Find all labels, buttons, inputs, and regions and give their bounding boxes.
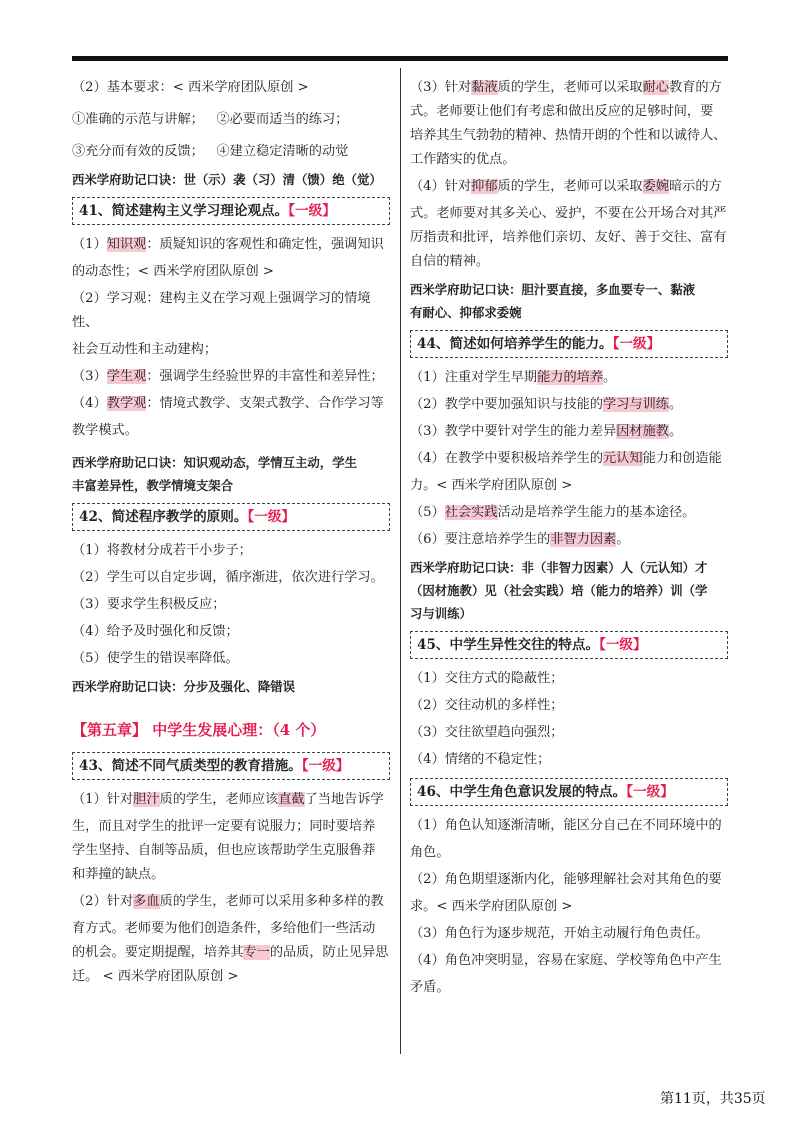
list-item-cont: 培养其生气勃勃的精神、热情开朗的个性和以诚待人、 [410, 128, 727, 143]
highlight: 学习与训练 [603, 397, 669, 412]
highlight: 知识观 [106, 237, 147, 252]
right-column [410, 72, 728, 1000]
list-item-cont: 力。< 西米学府团队原创 > [410, 478, 573, 493]
list-item-cont: 学生坚持、自制等品质，但也应该帮助学生克服鲁莽 [72, 843, 376, 858]
level-tag: 【一级】 [612, 336, 661, 352]
list-item-cont: 矛盾。 [410, 980, 450, 995]
intro-line: ①准确的示范与讲解； ②必要而适当的练习； [72, 112, 349, 127]
list-item-cont: 角色。 [410, 845, 450, 860]
level-tag: 【一级】 [301, 758, 350, 774]
mnemonic: 西米学府助记口诀：非（非智力因素）人（元认知）才 （因材施教）见（社会实践）培（能力的培养）训（学 习与训练） [410, 560, 708, 621]
highlight: 社会实践 [444, 505, 498, 520]
list-item: （1）针对胆汁质的学生，老师应该直截了当地告诉学 [72, 792, 384, 807]
highlight: 多血 [133, 894, 160, 909]
list-item: （2）交往动机的多样性； [410, 698, 564, 713]
list-item: （2）学生可以自定步调，循序渐进，依次进行学习。 [72, 570, 384, 585]
list-item: （4）情绪的不稳定性； [410, 752, 551, 767]
level-tag: 【一级】 [599, 637, 647, 653]
highlight: 黏液 [471, 80, 498, 95]
highlight: 胆汁 [133, 792, 160, 807]
highlight: 能力的培养 [537, 370, 604, 385]
list-item-cont: 求。< 西米学府团队原创 > [410, 899, 573, 914]
list-item: （6）要注意培养学生的非智力因素。 [410, 532, 630, 547]
list-item: （4）教学观：情境式教学、支架式教学、合作学习等 [72, 396, 384, 411]
page-number: 第11页，共35页 [660, 1091, 766, 1107]
question-44-title: 44、简述如何培养学生的能力。【一级】 [410, 330, 728, 358]
list-item: （2）教学中要加强知识与技能的学习与训练。 [410, 397, 683, 412]
highlight: 委婉 [642, 179, 669, 194]
mnemonic: 西米学府助记口诀：分步及强化、降错误 [72, 679, 296, 694]
left-column [72, 72, 390, 989]
question-45-title: 45、中学生异性交往的特点。【一级】 [410, 631, 728, 659]
level-tag: 【一级】 [288, 203, 336, 219]
list-item-cont: 厉指责和批评，培养他们亲切、友好、善于交往、富有 [410, 230, 727, 245]
list-item: （3）角色行为逐步规范，开始主动履行角色责任。 [410, 926, 709, 941]
question-46-title: 46、中学生角色意识发展的特点。【一级】 [410, 778, 728, 806]
list-item-cont: 式。老师要对其多关心、爱护，不要在公开场合对其严 [410, 206, 727, 221]
list-item: （4）给予及时强化和反馈； [72, 624, 239, 639]
intro-line: ③充分而有效的反馈； ④建立稳定清晰的动觉 [72, 144, 349, 159]
mnemonic: 西米学府助记口诀：知识观动态，学情互主动，学生 丰富差异性，教学情境支架合 [72, 455, 357, 493]
list-item: （3）学生观：强调学生经验世界的丰富性和差异性； [72, 369, 384, 384]
highlight: 学生观 [106, 369, 147, 384]
highlight: 专一 [243, 945, 270, 960]
list-item: （1）知识观：质疑知识的客观性和确定性，强调知识 [72, 237, 384, 252]
list-item: （1）将教材分成若干小步子； [72, 543, 252, 558]
list-item: （1）注重对学生早期能力的培养。 [410, 370, 617, 385]
highlight: 耐心 [642, 80, 669, 95]
question-41-title: 41、简述建构主义学习理论观点。【一级】 [72, 197, 390, 225]
question-42-title: 42、简述程序教学的原则。【一级】 [72, 503, 390, 531]
list-item-cont: 教学模式。 [72, 423, 138, 438]
list-item: （1）交往方式的隐蔽性； [410, 671, 564, 686]
list-item-cont: 式。老师要让他们有考虑和做出反应的足够时间，要 [410, 104, 714, 119]
list-item: （2）学习观：建构主义在学习观上强调学习的情境性、 [72, 291, 371, 330]
list-item: （3）交往欲望趋向强烈； [410, 725, 564, 740]
level-tag: 【一级】 [626, 784, 674, 800]
list-item: （3）要求学生积极反应； [72, 597, 226, 612]
mnemonic: 西米学府助记口诀：胆汁要直接，多血要专一、黏液 有耐心、抑郁求委婉 [410, 282, 695, 320]
list-item-cont: 和莽撞的缺点。 [72, 867, 165, 882]
list-item: （4）在教学中要积极培养学生的元认知能力和创造能 [410, 451, 722, 466]
highlight: 因材施教 [616, 424, 669, 439]
list-item-cont: 的动态性；< 西米学府团队原创 > [72, 264, 274, 279]
list-item-cont: 的机会。要定期提醒，培养其专一的品质，防止见异思 [72, 945, 389, 960]
list-item: （2）角色期望逐渐内化，能够理解社会对其角色的要 [410, 872, 722, 887]
highlight: 教学观 [106, 396, 147, 411]
highlight: 元认知 [603, 451, 643, 466]
list-item: （5）社会实践活动是培养学生能力的基本途径。 [410, 505, 696, 520]
list-item: （5）使学生的错误率降低。 [72, 651, 239, 666]
list-item: （2）针对多血质的学生，老师可以采用多种多样的教 [72, 894, 384, 909]
list-item: （3）教学中要针对学生的能力差异因材施教。 [410, 424, 683, 439]
chapter-heading: 【第五章】 中学生发展心理：（4 个） [72, 721, 326, 739]
list-item: （4）针对抑郁质的学生，老师可以采取委婉暗示的方 [410, 179, 722, 194]
list-item-cont: 社会互动性和主动建构； [72, 342, 218, 357]
top-rule [72, 56, 728, 61]
list-item-cont: 工作踏实的优点。 [410, 152, 516, 167]
level-tag: 【一级】 [247, 509, 296, 525]
intro-line: （2）基本要求：< 西米学府团队原创 > [72, 80, 309, 95]
list-item-cont: 迁。 < 西米学府团队原创 > [72, 969, 239, 984]
list-item: （3）针对黏液质的学生，老师可以采取耐心教育的方 [410, 80, 722, 95]
list-item-cont: 自信的精神。 [410, 254, 490, 269]
question-43-title: 43、简述不同气质类型的教育措施。【一级】 [72, 752, 390, 780]
list-item-cont: 育方式。老师要为他们创造条件，多给他们一些活动 [72, 921, 376, 936]
list-item: （4）角色冲突明显，容易在家庭、学校等角色中产生 [410, 953, 722, 968]
highlight: 非智力因素 [550, 532, 617, 547]
highlight: 抑郁 [471, 179, 498, 194]
list-item: （1）角色认知逐渐清晰，能区分自己在不同环境中的 [410, 818, 722, 833]
list-item-cont: 生，而且对学生的批评一定要有说服力；同时要培养 [72, 819, 376, 834]
highlight: 直截 [278, 792, 305, 807]
mnemonic: 西米学府助记口诀：世（示）袭（习）清（馈）绝（觉） [72, 172, 382, 187]
column-divider [400, 68, 401, 1054]
